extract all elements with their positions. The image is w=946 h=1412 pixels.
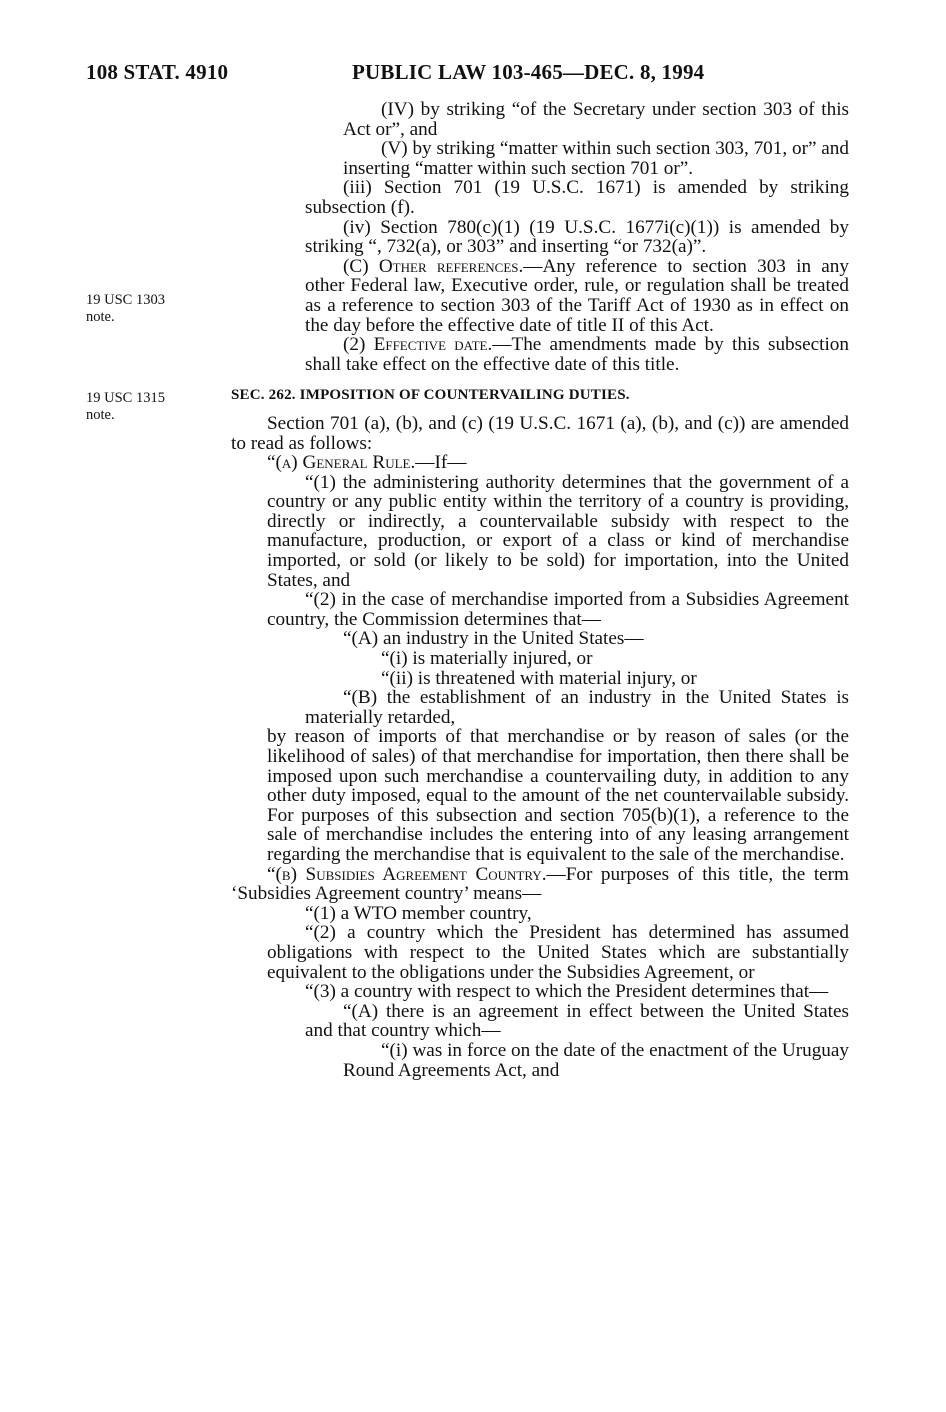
paragraph-body: —For purposes of this title, the term ‘Subsidies Agreement country’ means— [231,863,849,905]
paragraph: (iv) Section 780(c)(1) (19 U.S.C. 1677i(c)(1)) is amended by striking “, 732(a), or 303” and inserting “or 732(a)”. [305,216,849,258]
paragraph: by reason of imports of that merchandise or by reason of sales (or the likelihood of sales) of that merchandise for importation, then there shall be imposed upon such merchandise a countervailing duty, in addition to any other duty imposed, equal to the amount of the net countervailable subsidy. For purposes of this subsection and section 705(b)(1), a reference to the sale of merchandise includes the entering into of any leasing arrangement regarding the merchandise that is equivalent to the sale of the merchandise. [267,726,849,865]
margin-note-line: 19 USC 1303 [86,292,165,308]
paragraph-heading: (2) Effective date. [343,334,493,356]
paragraph: (IV) by striking “of the Secretary under section 303 of this Act or”, and [343,99,849,140]
paragraph: (V) by striking “matter within such section 303, 701, or” and inserting “matter within such section 701 or”. [343,138,849,179]
margin-note-line: note. [86,309,115,325]
paragraph-body: —Any reference to section 303 in any other Federal law, Executive order, rule, or regulation shall be treated as a reference to section 303 of the Tariff Act of 1930 as in effect on the day before the effective date of title II of this Act. [305,255,849,336]
paragraph-heading: “(b) Subsidies Agreement Country. [267,863,547,885]
margin-note-1315 [86,390,165,424]
body-text [231,99,849,1081]
paragraph-subsidies-agreement [231,865,849,904]
margin-note-line: 19 USC 1315 [86,390,165,406]
margin-note-line: note. [86,407,115,423]
stat-reference: 108 STAT. 4910 [86,60,229,84]
paragraph-heading: (C) Other references. [343,255,524,277]
paragraph: Section 701 (a), (b), and (c) (19 U.S.C. 1671 (a), (b), and (c)) are amended to read as follows: [231,412,849,454]
paragraph-body: —The amendments made by this subsection shall take effect on the effective date of this title. [305,334,849,375]
running-header: PUBLIC LAW 103-465—DEC. 8, 1994 [352,60,705,84]
paragraph-body: —If— [415,452,467,474]
paragraph: “(1) the administering authority determines that the government of a country or any public entity within the territory of a country is providing, directly or indirectly, a countervailable subsidy with respect to the manufacture, production, or export of a class or kind of merchandise imported, or sold (or likely to be sold) for importation, into the United States, and [267,471,849,591]
paragraph: “(A) there is an agreement in effect between the United States and that country which— [305,1000,849,1042]
paragraph: “(ii) is threatened with material injury, or [381,667,697,689]
paragraph: “(A) an industry in the United States— [343,628,644,650]
paragraph-other-references [267,257,849,335]
paragraph-effective-date [267,335,849,374]
paragraph: “(3) a country with respect to which the President determines that— [305,981,829,1003]
paragraph-general-rule [267,453,849,473]
paragraph: “(i) is materially injured, or [381,648,593,670]
paragraph: “(1) a WTO member country, [305,902,532,924]
paragraph-heading: “(a) General Rule. [267,452,416,474]
margin-note-1303 [86,292,165,326]
paragraph: “(B) the establishment of an industry in the United States is materially retarded, [305,687,849,728]
section-heading: SEC. 262. IMPOSITION OF COUNTERVAILING DUTIES. [231,387,630,404]
paragraph: “(2) a country which the President has determined has assumed obligations with respect to the United States which are substantially equivalent to the obligations under the Subsidies Agreement, or [267,922,849,983]
paragraph: “(i) was in force on the date of the enactment of the Uruguay Round Agreements Act, and [343,1039,849,1081]
paragraph: “(2) in the case of merchandise imported from a Subsidies Agreement country, the Commission determines that— [267,589,849,630]
paragraph: (iii) Section 701 (19 U.S.C. 1671) is amended by striking subsection (f). [305,177,849,218]
